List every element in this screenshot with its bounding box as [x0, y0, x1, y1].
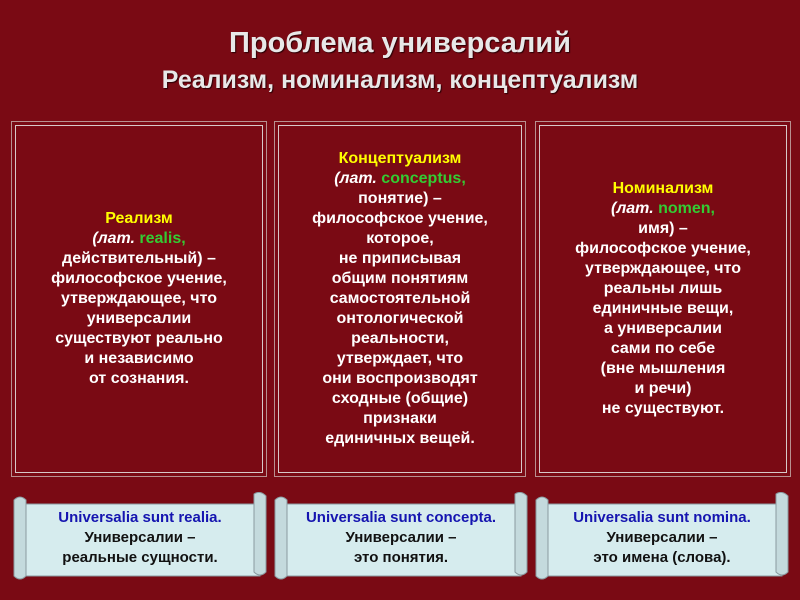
scroll-text: [548, 508, 776, 568]
definition-line: которое,: [366, 230, 434, 247]
conceptualism-scroll: [273, 492, 529, 582]
realism-panel: [15, 125, 263, 473]
maxim-translation: Универсалии –: [84, 529, 196, 546]
scroll-text: [26, 508, 254, 568]
realism-text: [51, 209, 227, 389]
lat-prefix: (лат.: [334, 170, 377, 187]
slide-subtitle: Реализм, номинализм, концептуализм: [161, 66, 639, 94]
lat-prefix: (лат.: [611, 200, 654, 217]
definition-line: понятие) –: [358, 190, 442, 207]
nominalism-panel: [539, 125, 787, 473]
conceptualism-etymology: [312, 169, 488, 189]
maxim-translation: это имена (слова).: [593, 549, 731, 566]
definition-line: философское учение,: [312, 210, 488, 227]
definition-line: реальности,: [351, 330, 449, 347]
definition-line: имя) –: [638, 220, 688, 237]
latin-maxim: Universalia sunt realia.: [58, 509, 222, 526]
definition-line: признаки: [363, 410, 437, 427]
definition-line: философское учение,: [575, 240, 751, 257]
scroll-text: [287, 508, 515, 568]
definition-line: философское учение,: [51, 270, 227, 287]
definition-line: от сознания.: [89, 370, 189, 387]
definition-line: а универсалии: [604, 320, 722, 337]
definition-line: не приписывая: [338, 250, 462, 267]
definition-line: самостоятельной: [329, 290, 471, 307]
slide-title: Проблема универсалий: [229, 27, 571, 59]
nominalism-text: [575, 179, 751, 419]
lat-prefix: (лат.: [92, 230, 135, 247]
realism-scroll: [12, 492, 268, 582]
maxim-translation: это понятия.: [353, 549, 449, 566]
definition-line: утверждающее, что: [61, 290, 217, 307]
nominalism-heading: Номинализм: [612, 180, 714, 197]
conceptualism-heading: Концептуализм: [338, 150, 462, 167]
latin-maxim: Universalia sunt nomina.: [573, 509, 751, 526]
realism-etymology: [51, 229, 227, 249]
definition-line: не существуют.: [601, 400, 725, 417]
definition-line: (вне мышления: [600, 360, 726, 377]
definition-line: утверждает, что: [336, 350, 464, 367]
definition-line: общим понятиям: [331, 270, 469, 287]
definition-line: универсалии: [86, 310, 192, 327]
definition-line: они воспроизводят: [322, 370, 478, 387]
maxim-translation: Универсалии –: [345, 529, 457, 546]
maxim-translation: реальные сущности.: [62, 549, 218, 566]
conceptualism-panel: [278, 125, 522, 473]
lat-word: realis,: [139, 230, 186, 247]
definition-line: онтологической: [336, 310, 464, 327]
realism-heading: Реализм: [105, 210, 173, 227]
definition-line: реальны лишь: [603, 280, 723, 297]
definition-line: сходные (общие): [331, 390, 469, 407]
latin-maxim: Universalia sunt concepta.: [305, 509, 497, 526]
lat-word: conceptus,: [381, 170, 466, 187]
maxim-translation: Универсалии –: [606, 529, 718, 546]
definition-line: сами по себе: [610, 340, 716, 357]
nominalism-scroll: [534, 492, 790, 582]
definition-line: и независимо: [84, 350, 194, 367]
lat-word: nomen,: [658, 200, 715, 217]
definition-line: существуют реально: [55, 330, 223, 347]
definition-line: утверждающее, что: [585, 260, 741, 277]
definition-line: и речи): [634, 380, 692, 397]
conceptualism-text: [312, 149, 488, 449]
definition-line: действительный) –: [62, 250, 216, 267]
definition-line: единичные вещи,: [592, 300, 734, 317]
nominalism-etymology: [575, 199, 751, 219]
definition-line: единичных вещей.: [325, 430, 475, 447]
